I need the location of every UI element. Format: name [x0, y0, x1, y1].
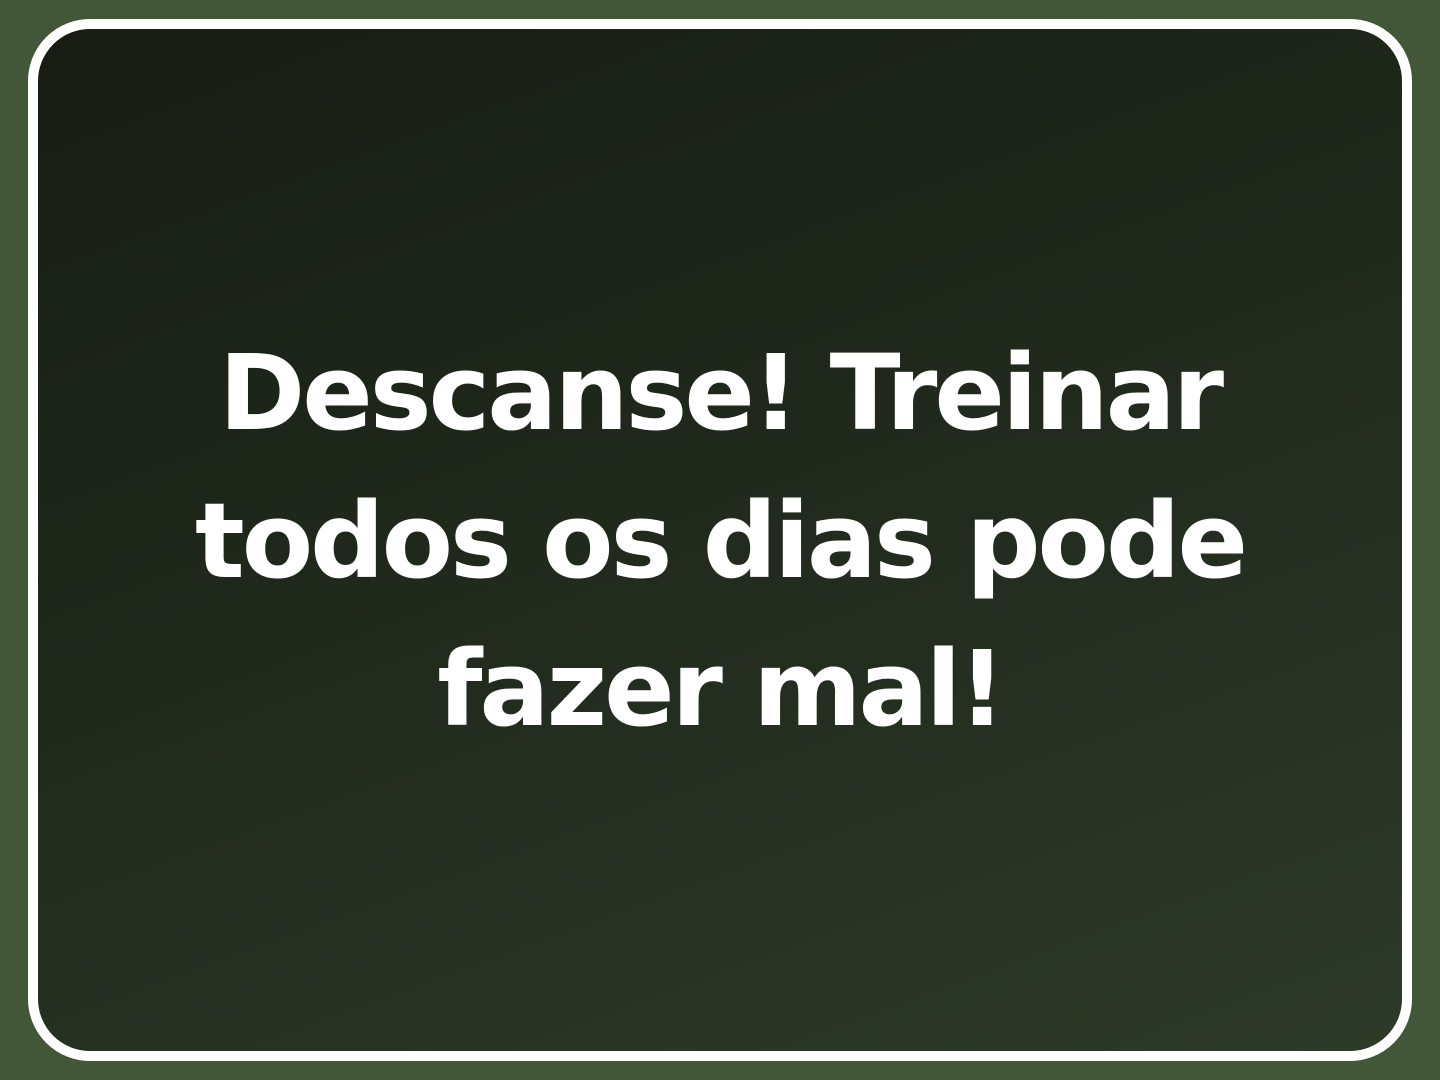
message-text: Descanse! Treinar todos os dias pode fazer mal! [195, 332, 1245, 750]
message-card [28, 19, 1412, 1061]
